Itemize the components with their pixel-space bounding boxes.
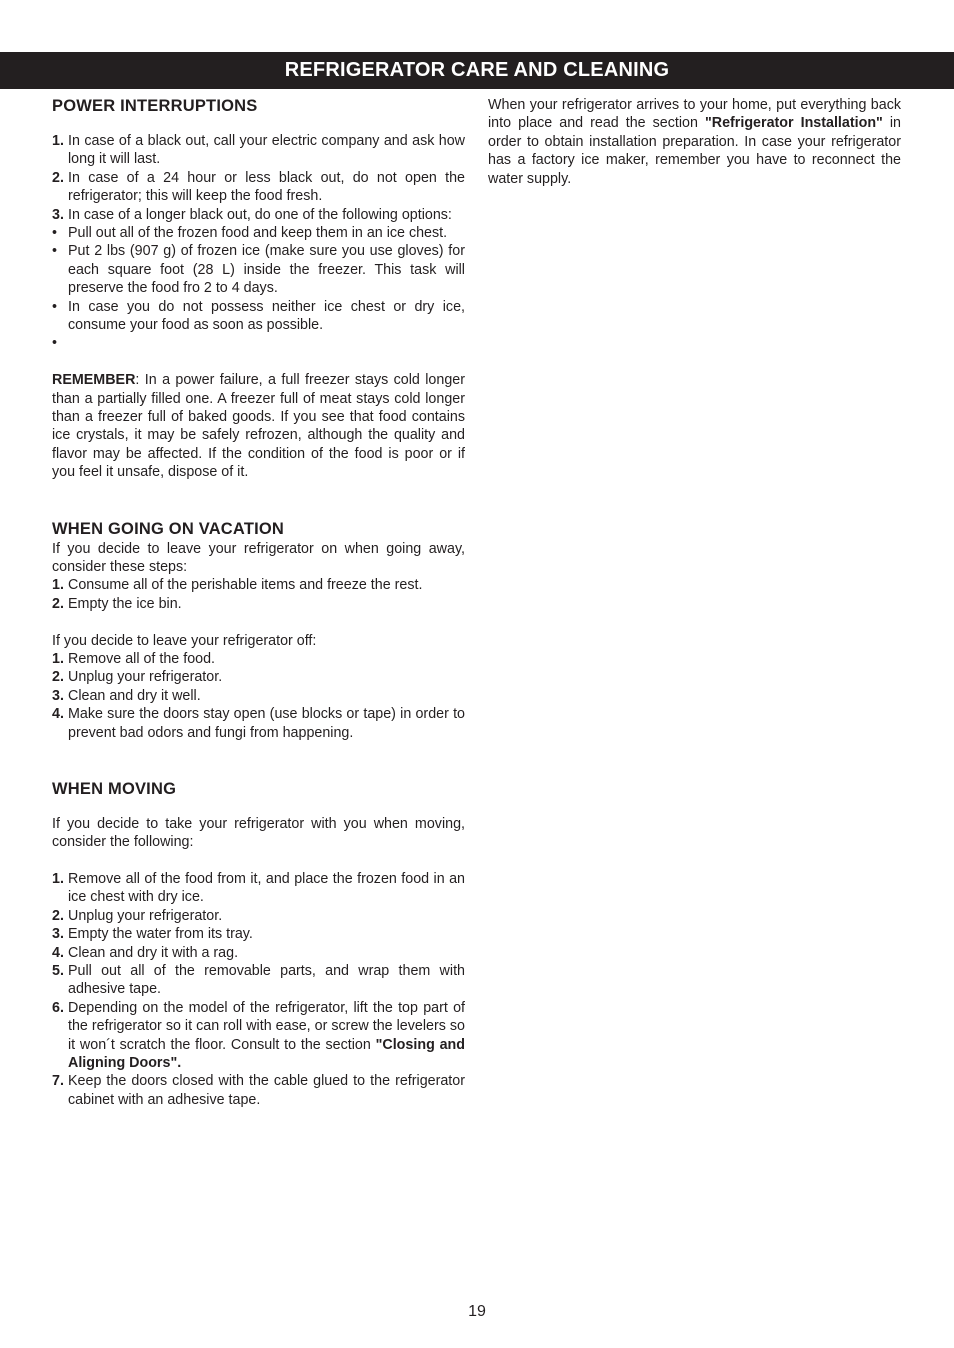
- left-column: [52, 96, 465, 1109]
- step-number: 2.: [52, 169, 64, 186]
- step-number: 2.: [52, 907, 64, 924]
- remember-note: [52, 371, 465, 481]
- moving-heading: WHEN MOVING: [52, 779, 177, 798]
- moving-step: [52, 925, 465, 943]
- step-number: 5.: [52, 962, 64, 979]
- vacation-intro-off: If you decide to leave your refrigerator off:: [52, 632, 317, 649]
- step-number: 1.: [52, 133, 64, 149]
- step-number: 1.: [52, 577, 64, 594]
- bullet-text: In case you do not possess neither ice chest or dry ice, consume your food as soon as possible.: [68, 298, 465, 334]
- step-number: 7.: [52, 1073, 64, 1090]
- step-text: In case of a 24 hour or less black out, do not open the refrigerator; this will keep the food fresh.: [68, 169, 465, 205]
- arrival-paragraph: [488, 96, 901, 188]
- bullet-icon: •: [52, 225, 58, 242]
- vacation-intro-on: If you decide to leave your refrigerator on when going away, consider these steps:: [52, 540, 465, 575]
- step-number: 6.: [52, 999, 64, 1016]
- moving-step: [52, 1072, 465, 1109]
- moving-step: [52, 999, 465, 1073]
- page-number: 19: [468, 1303, 486, 1320]
- step-text: Pull out all of the removable parts, and wrap them with adhesive tape.: [68, 962, 465, 998]
- step-number: 2.: [52, 595, 64, 612]
- step-text: Unplug your refrigerator.: [68, 669, 223, 686]
- moving-step: [52, 944, 465, 962]
- step-text: In case of a longer black out, do one of the following options:: [68, 206, 452, 223]
- vacation-off-step: [52, 668, 465, 686]
- vacation-on-step: [52, 576, 465, 594]
- step-number: 3.: [52, 206, 64, 223]
- step-number: 3.: [52, 926, 64, 943]
- power-bullet-empty: [52, 334, 465, 352]
- step-number: 2.: [52, 669, 64, 686]
- step-text: Clean and dry it well.: [68, 687, 201, 704]
- moving-step: [52, 870, 465, 907]
- step-number: 1.: [52, 650, 64, 667]
- step-text: Empty the ice bin.: [68, 595, 182, 612]
- bullet-icon: •: [52, 335, 58, 352]
- bullet-text: Pull out all of the frozen food and keep them in an ice chest.: [68, 225, 448, 242]
- power-step: [52, 169, 465, 206]
- step-text: Remove all of the food from it, and place the frozen food in an ice chest with dry ice.: [68, 870, 465, 906]
- remember-text: : In a power failure, a full freezer stays cold longer than a partially filled one. A freezer full of meat stays cold longer than a freezer full of baked goods. If you see that food contains ice crystals, it may be safely refrozen, although the quality and flavor may be affected. If the condition of the food is poor or if you feel it unsafe, dispose of it.: [52, 372, 465, 481]
- step-text: In case of a black out, call your electric company and ask how long it will last.: [68, 133, 465, 168]
- arrival-text-before: When your refrigerator arrives to your home, put everything back into place and read the section: [488, 97, 901, 132]
- power-bullet: [52, 242, 465, 297]
- section-banner: [0, 52, 954, 89]
- moving-step: [52, 962, 465, 999]
- power-step: [52, 206, 465, 224]
- step-text: Depending on the model of the refrigerator, lift the top part of the refrigerator so it can roll with ease, or screw the levelers so it won´t scratch the floor. Consult to the section: [68, 999, 465, 1053]
- arrival-reference: "Refrigerator Installation": [704, 115, 883, 132]
- step-text: Clean and dry it with a rag.: [68, 944, 239, 961]
- step-number: 1.: [52, 870, 64, 887]
- power-step: [52, 132, 465, 169]
- remember-label: REMEMBER: [52, 372, 136, 389]
- vacation-on-step: [52, 595, 465, 613]
- step-text: Make sure the doors stay open (use blocks or tape) in order to prevent bad odors and fungi from happening.: [68, 706, 465, 741]
- bullet-text: Put 2 lbs (907 g) of frozen ice (make sure you use gloves) for each square foot (28 L) inside the freezer. This task will preserve the food fro 2 to 4 days.: [68, 243, 465, 297]
- step-number: 4.: [52, 706, 64, 723]
- step-number: 3.: [52, 687, 64, 704]
- moving-step: [52, 907, 465, 925]
- step-text: Remove all of the food.: [68, 650, 216, 667]
- power-bullet: [52, 298, 465, 335]
- vacation-off-step: [52, 650, 465, 668]
- vacation-off-step: [52, 705, 465, 742]
- step-text: Consume all of the perishable items and freeze the rest.: [68, 577, 423, 594]
- section-title: REFRIGERATOR CARE AND CLEANING: [284, 59, 670, 81]
- step-text: Empty the water from its tray.: [68, 926, 253, 943]
- bullet-icon: •: [52, 243, 58, 260]
- vacation-heading: WHEN GOING ON VACATION: [52, 519, 285, 538]
- right-column: [488, 96, 901, 188]
- power-interruptions-heading: POWER INTERRUPTIONS: [52, 97, 258, 115]
- power-bullet: [52, 224, 465, 242]
- step-number: 4.: [52, 944, 64, 961]
- bullet-icon: •: [52, 298, 58, 315]
- vacation-off-step: [52, 687, 465, 705]
- step-text: Keep the doors closed with the cable glued to the refrigerator cabinet with an adhesive tape.: [68, 1073, 465, 1108]
- step-text: Unplug your refrigerator.: [68, 907, 223, 924]
- moving-intro: If you decide to take your refrigerator with you when moving, consider the following:: [52, 815, 465, 851]
- arrival-text-after: in order to obtain installation preparation. In case your refrigerator has a factory ice maker, remember you have to reconnect the water supply.: [488, 115, 901, 187]
- step-reference: "Closing and Aligning Doors".: [68, 1036, 465, 1072]
